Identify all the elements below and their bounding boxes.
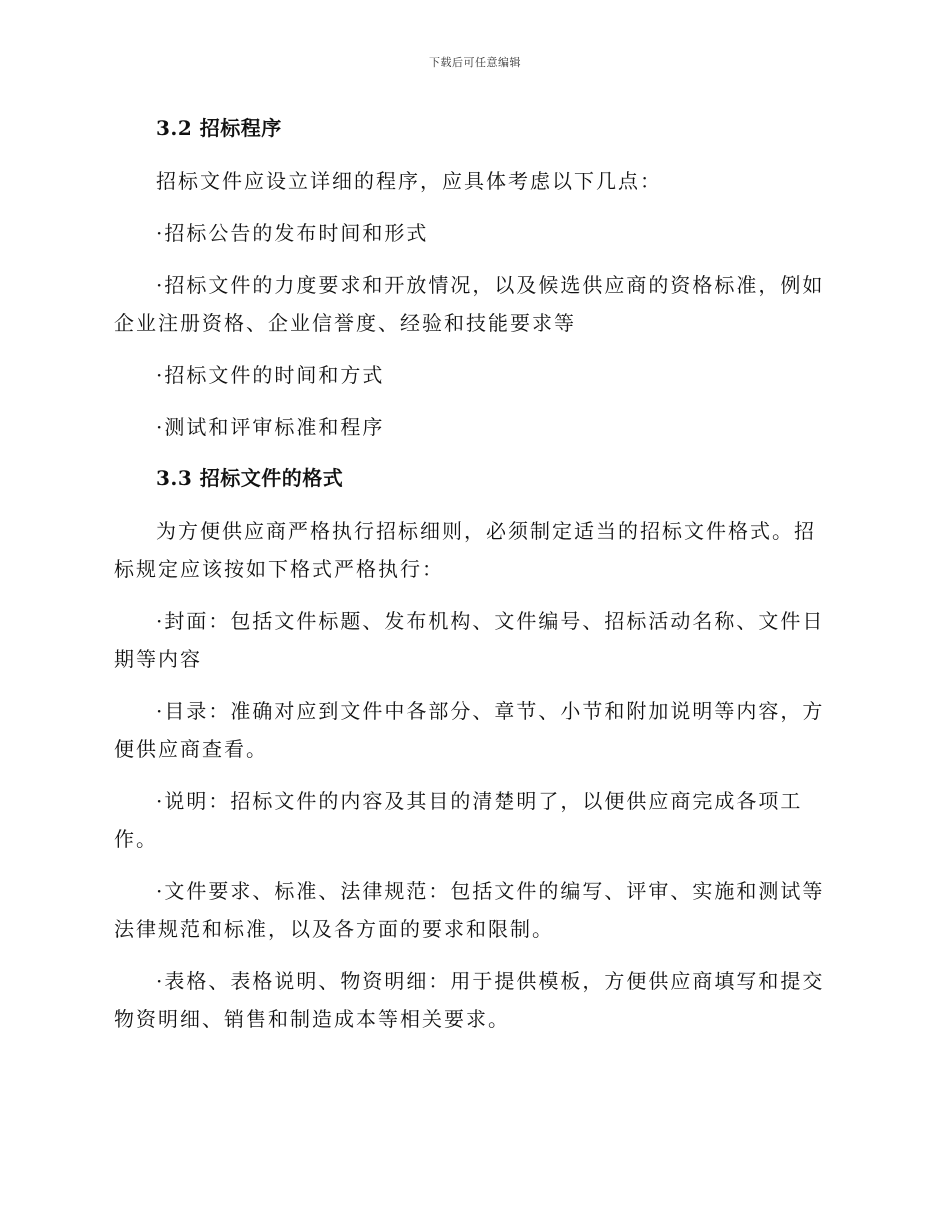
bullet-item: ·招标公告的发布时间和形式 — [156, 221, 429, 245]
bullet-item: ·说明：招标文件的内容及其目的清楚明了，以便供应商完成各项工作。 — [114, 789, 803, 851]
bullet-item: ·封面：包括文件标题、发布机构、文件编号、招标活动名称、文件日期等内容 — [114, 609, 825, 671]
header-note: 下载后可任意编辑 — [429, 56, 521, 69]
paragraph: 招标文件应设立详细的程序，应具体考虑以下几点： — [156, 169, 662, 193]
paragraph: 为方便供应商严格执行招标细则，必须制定适当的招标文件格式。招标规定应该按如下格式严格执行： — [114, 519, 816, 581]
bullet-item: ·目录：准确对应到文件中各部分、章节、小节和附加说明等内容，方便供应商查看。 — [114, 699, 825, 761]
bullet-item: ·测试和评审标准和程序 — [156, 415, 385, 439]
document-body — [114, 108, 834, 1038]
bullet-item: ·文件要求、标准、法律规范：包括文件的编写、评审、实施和测试等法律规范和标准，以及各方面的要求和限制。 — [114, 879, 825, 941]
section-heading-3-3: 3.3 招标文件的格式 — [156, 466, 344, 490]
section-heading-3-2: 3.2 招标程序 — [156, 116, 282, 140]
bullet-item: ·招标文件的时间和方式 — [156, 363, 385, 387]
bullet-item: ·招标文件的力度要求和开放情况，以及候选供应商的资格标准，例如企业注册资格、企业信誉度、经验和技能要求等 — [114, 273, 825, 335]
bullet-item: ·表格、表格说明、物资明细：用于提供模板，方便供应商填写和提交物资明细、销售和制造成本等相关要求。 — [114, 969, 825, 1031]
